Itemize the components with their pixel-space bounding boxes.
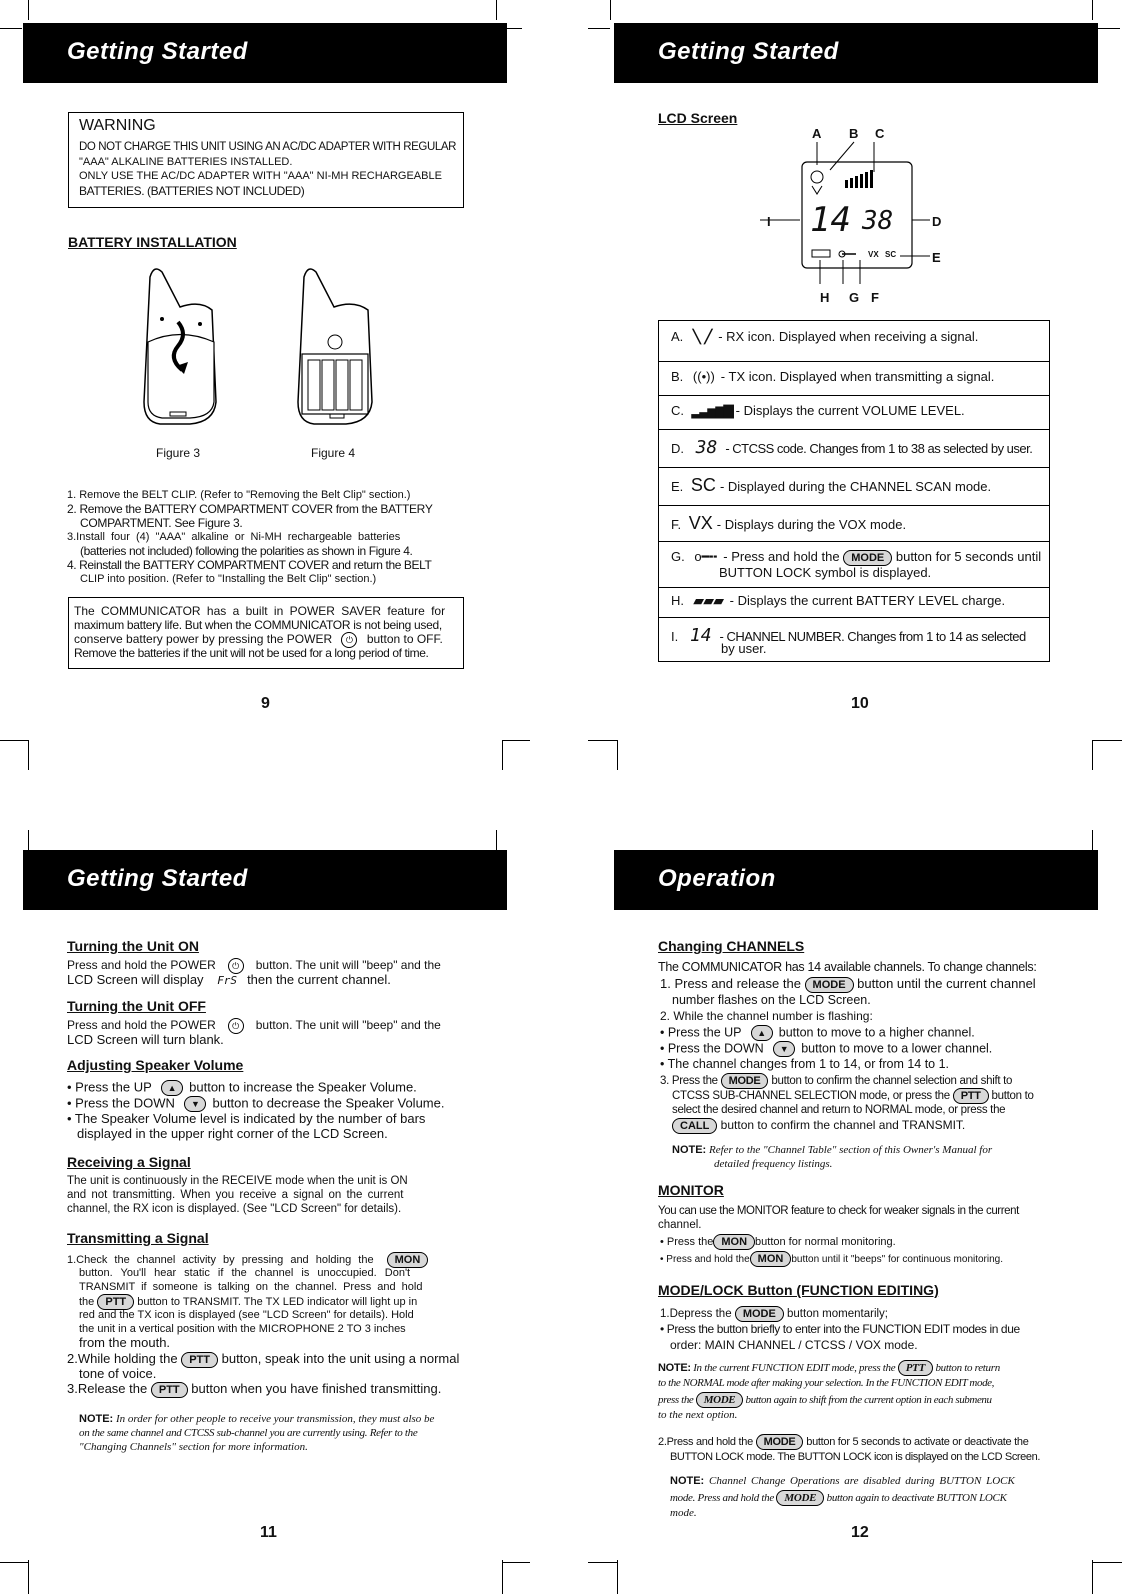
- legend-letter: H.: [671, 593, 684, 608]
- mon-button-label: MON: [713, 1234, 755, 1250]
- ctcss-symbol: 38: [695, 437, 718, 458]
- lcd-letter-c: C: [875, 126, 885, 141]
- lcd-diagram: [760, 120, 950, 310]
- body-text: • Press and hold the: [660, 1254, 750, 1265]
- legend-text: - Displays during the VOX mode.: [716, 517, 907, 532]
- page10-banner: [614, 23, 1098, 83]
- lcd-letter-d: D: [932, 214, 942, 229]
- crop-mark: [588, 1562, 617, 1563]
- battery-icon: ▰▰▰: [693, 593, 724, 608]
- note-label: NOTE:: [658, 1362, 691, 1374]
- ptt-button-label: PTT: [898, 1360, 933, 1376]
- note-text: Channel Change Operations are disabled during BUTTON LOCK: [708, 1475, 1015, 1487]
- legend-letter: C.: [671, 403, 684, 418]
- body-text: You can use the MONITOR feature to check for weaker signals in the current: [658, 1205, 1019, 1217]
- body-text: the: [79, 1296, 95, 1308]
- key-lock-icon: o━╍: [694, 549, 718, 564]
- body-text: from the mouth.: [79, 1335, 171, 1350]
- crop-mark: [588, 28, 610, 29]
- note-text: Refer to the "Channel Table" section of this Owner's Manual for: [708, 1144, 993, 1156]
- power-icon: ⏻: [228, 1018, 244, 1034]
- crop-mark: [1092, 740, 1122, 741]
- step-text: (batteries not included) following the polarities as shown in Figure 4.: [80, 544, 413, 558]
- mode-button-label: MODE: [756, 1434, 804, 1450]
- legend-text: BUTTON LOCK symbol is displayed.: [719, 565, 932, 580]
- legend-letter: G.: [671, 549, 685, 564]
- legend-letter: D.: [671, 441, 684, 456]
- crop-mark: [502, 740, 503, 770]
- adjusting-volume-heading: Adjusting Speaker Volume: [67, 1057, 244, 1073]
- mode-button-label: MODE: [735, 1306, 784, 1322]
- body-text: BUTTON LOCK mode. The BUTTON LOCK icon is displayed on the LCD Screen.: [670, 1451, 1040, 1463]
- channel-symbol: 14: [689, 625, 712, 646]
- body-text: 1.Depress the: [660, 1308, 732, 1320]
- saver-line: Remove the batteries if the unit will not be used for a long period of time.: [74, 646, 429, 660]
- body-text: red and the TX icon is displayed (see "LCD Screen" for details). Hold: [79, 1309, 414, 1321]
- body-text: order: MAIN CHANNEL / CTCSS / VOX mode.: [670, 1338, 918, 1352]
- saver-line: maximum battery life. But when the COMMUNICATOR is not being used,: [74, 618, 442, 632]
- body-text: 2.While holding the: [67, 1351, 178, 1366]
- mode-button-label: MODE: [721, 1073, 769, 1089]
- receiving-heading: Receiving a Signal: [67, 1154, 191, 1170]
- turning-on-heading: Turning the Unit ON: [67, 938, 199, 954]
- saver-line: The COMMUNICATOR has a built in POWER SAVER feature for: [74, 604, 446, 618]
- body-text: LCD Screen will display: [67, 972, 204, 987]
- legend-row: [659, 321, 1049, 362]
- page12-banner: [614, 850, 1098, 910]
- mode-lock-heading: MODE/LOCK Button (FUNCTION EDITING): [658, 1282, 939, 1298]
- body-text: • Press the button briefly to enter into the FUNCTION EDIT modes in due: [660, 1322, 1020, 1336]
- page-number: 12: [851, 1524, 869, 1541]
- legend-letter: F.: [671, 517, 682, 532]
- legend-text: - CTCSS code. Changes from 1 to 38 as selected by user.: [725, 441, 1033, 456]
- lcd-letter-f: F: [871, 290, 879, 305]
- saver-line: conserve battery power by pressing the POWER: [74, 632, 333, 647]
- crop-mark: [1092, 0, 1093, 20]
- body-text: Press and hold the POWER: [67, 1018, 216, 1033]
- body-text: TRANSMIT if someone is talking on the channel. Press and hold: [79, 1281, 423, 1293]
- crop-mark: [617, 1560, 618, 1594]
- lcd-letter-g: G: [849, 290, 860, 305]
- note-text: to the NORMAL mode after making your selection. In the FUNCTION EDIT mode,: [658, 1377, 995, 1389]
- legend-letter: I.: [671, 629, 679, 644]
- body-text: • Press the UP: [67, 1079, 152, 1095]
- lcd-screen-heading: LCD Screen: [658, 110, 738, 126]
- sc-symbol: SC: [690, 475, 716, 495]
- note-text: In the current FUNCTION EDIT mode, press the: [693, 1362, 896, 1374]
- note-text: on the same channel and CTCSS sub-channel you are currently using. Refer to the: [79, 1427, 418, 1439]
- saver-line: button to OFF.: [366, 632, 443, 647]
- body-text: displayed in the upper right corner of the LCD Screen.: [77, 1126, 388, 1141]
- body-text: button to confirm the channel selection and shift to: [771, 1075, 1013, 1087]
- legend-text: - Displayed during the CHANNEL SCAN mode.: [719, 479, 992, 494]
- legend-text: - Displays the current BATTERY LEVEL charge.: [729, 593, 1006, 608]
- body-text: button to decrease the Speaker Volume.: [212, 1095, 445, 1111]
- up-arrow-icon: ▲: [751, 1025, 773, 1041]
- crop-mark: [28, 0, 29, 20]
- legend-row: [659, 361, 1049, 396]
- tx-icon: ((•)): [692, 369, 715, 384]
- page11-title: Getting Started: [67, 865, 248, 892]
- body-text: number flashes on the LCD Screen.: [672, 993, 871, 1007]
- lcd-letter-i: I: [767, 214, 771, 229]
- crop-mark: [1092, 830, 1093, 850]
- body-text: tone of voice.: [79, 1366, 157, 1381]
- crop-mark: [617, 740, 618, 770]
- body-text: button momentarily;: [787, 1308, 889, 1320]
- note-label: NOTE:: [672, 1144, 707, 1156]
- legend-text: - Press and hold the: [723, 549, 840, 564]
- changing-channels-heading: Changing CHANNELS: [658, 938, 805, 954]
- body-text: button, speak into the unit using a normal: [221, 1351, 460, 1366]
- page9-title: Getting Started: [67, 38, 248, 65]
- note-text: press the: [658, 1394, 694, 1406]
- legend-text: by user.: [721, 641, 767, 656]
- rx-icon: ╲ ╱: [692, 329, 713, 344]
- step-text: CLIP into position. (Refer to "Installing the Belt Clip" section.): [80, 573, 377, 585]
- step-text: 4. Reinstall the BATTERY COMPARTMENT COVER and return the BELT: [67, 558, 432, 572]
- legend-row: [659, 541, 1049, 588]
- legend-row: [659, 467, 1049, 506]
- body-text: 2. While the channel number is flashing:: [660, 1009, 873, 1023]
- vx-symbol: VX: [688, 513, 713, 533]
- page9-banner: [23, 23, 507, 83]
- warning-line: "AAA" ALKALINE BATTERIES INSTALLED.: [79, 156, 293, 168]
- battery-installation-heading: BATTERY INSTALLATION: [68, 234, 237, 250]
- warning-line: DO NOT CHARGE THIS UNIT USING AN AC/DC ADAPTER WITH REGULAR: [79, 141, 457, 153]
- warning-line: BATTERIES. (BATTERIES NOT INCLUDED): [79, 184, 305, 198]
- body-text: 3. Press the: [660, 1075, 718, 1087]
- body-text: button when you have finished transmitting.: [191, 1381, 442, 1396]
- step-text: 3.Install four (4) "AAA" alkaline or Ni-MH rechargeable batteries: [67, 531, 401, 543]
- transmitting-heading: Transmitting a Signal: [67, 1230, 209, 1246]
- crop-mark: [0, 740, 28, 741]
- body-text: 3.Release the: [67, 1381, 148, 1396]
- body-text: • Press the DOWN: [67, 1095, 175, 1111]
- mode-button-label: MODE: [696, 1392, 743, 1408]
- body-text: button to move to a lower channel.: [801, 1041, 993, 1056]
- body-text: • Press the DOWN: [660, 1041, 764, 1056]
- power-saver-box: [68, 597, 464, 669]
- body-text: • The channel changes from 1 to 14, or from 14 to 1.: [660, 1057, 950, 1071]
- legend-text: - CHANNEL NUMBER. Changes from 1 to 14 as selected: [719, 629, 1026, 644]
- note-text: to the next option.: [658, 1409, 738, 1421]
- body-text: button. The unit will "beep" and the: [255, 1018, 441, 1033]
- figure3-caption: Figure 3: [156, 446, 201, 460]
- legend-letter: B.: [671, 369, 684, 384]
- warning-line: ONLY USE THE AC/DC ADAPTER WITH "AAA" NI-MH RECHARGEABLE: [79, 170, 442, 182]
- legend-letter: E.: [671, 479, 684, 494]
- up-arrow-icon: ▲: [161, 1080, 183, 1096]
- body-text: button for 5 seconds to activate or deactivate the: [806, 1436, 1029, 1448]
- ptt-button-label: PTT: [151, 1382, 188, 1398]
- body-text: button until the current channel: [857, 976, 1036, 991]
- frs-display: FrS: [217, 974, 238, 987]
- legend-row: [659, 587, 1049, 618]
- step-text: 1. Remove the BELT CLIP. (Refer to "Removing the Belt Clip" section.): [67, 489, 411, 501]
- note-text: button again to deactivate BUTTON LOCK: [826, 1492, 1007, 1504]
- ptt-button-label: PTT: [953, 1088, 989, 1104]
- down-arrow-icon: ▼: [184, 1096, 206, 1112]
- legend-row: [659, 505, 1049, 542]
- note-text: "Changing Channels" section for more information.: [79, 1441, 308, 1453]
- mode-button-label: MODE: [843, 550, 892, 566]
- body-text: channel.: [658, 1219, 702, 1231]
- power-icon: ⏻: [341, 632, 357, 648]
- body-text: LCD Screen will turn blank.: [67, 1032, 224, 1047]
- lcd-letter-a: A: [812, 126, 822, 141]
- crop-mark: [496, 0, 497, 20]
- crop-mark: [502, 1560, 503, 1594]
- body-text: The unit is continuously in the RECEIVE mode when the unit is ON: [67, 1175, 408, 1187]
- lcd-sc-label: SC: [885, 250, 897, 259]
- legend-text: - RX icon. Displayed when receiving a signal.: [718, 329, 979, 344]
- crop-mark: [28, 740, 29, 770]
- warning-title: WARNING: [79, 117, 156, 134]
- body-text: • Press the: [660, 1236, 714, 1248]
- body-text: 1. Press and release the: [660, 976, 801, 991]
- body-text: The COMMUNICATOR has 14 available channels. To change channels:: [658, 960, 1037, 974]
- mode-button-label: MODE: [776, 1490, 824, 1506]
- crop-mark: [28, 830, 29, 850]
- crop-mark: [496, 830, 497, 850]
- mode-button-label: MODE: [805, 977, 854, 993]
- legend-row: [659, 429, 1049, 468]
- crop-mark: [502, 1562, 530, 1563]
- body-text: button. You'll hear static if the channel is unoccupied. Don't: [79, 1267, 411, 1279]
- page-number: 10: [851, 695, 869, 712]
- page11-banner: [23, 850, 507, 910]
- crop-mark: [502, 740, 530, 741]
- lcd-vx-label: VX: [868, 250, 879, 259]
- figure3-illustration: [140, 262, 240, 432]
- body-text: select the desired channel and return to NORMAL mode, or press the: [672, 1104, 1006, 1116]
- step-text: COMPARTMENT. See Figure 3.: [80, 516, 243, 530]
- volume-bars-icon: ▂▃▅▆▇: [691, 403, 732, 418]
- body-text: CTCSS SUB-CHANNEL SELECTION mode, or press the: [672, 1090, 950, 1102]
- mon-button-label: MON: [387, 1252, 429, 1268]
- down-arrow-icon: ▼: [773, 1041, 795, 1057]
- note-text: mode.: [670, 1507, 697, 1519]
- mon-button-label: MON: [750, 1251, 792, 1267]
- lcd-legend-table: [658, 320, 1050, 662]
- page12-title: Operation: [658, 865, 776, 892]
- legend-row: [659, 617, 1049, 661]
- body-text: and not transmitting. When you receive a signal on the current: [67, 1189, 404, 1201]
- crop-mark: [0, 1562, 28, 1563]
- crop-mark: [1098, 28, 1120, 29]
- note-text: mode. Press and hold the: [670, 1492, 774, 1504]
- crop-mark: [1092, 1560, 1093, 1594]
- page-number: 9: [261, 695, 270, 712]
- power-icon: ⏻: [228, 958, 244, 974]
- monitor-heading: MONITOR: [658, 1182, 724, 1198]
- lcd-code-digits: 38: [862, 206, 894, 236]
- note-text: detailed frequency listings.: [714, 1158, 833, 1170]
- figure4-caption: Figure 4: [311, 446, 356, 460]
- crop-mark: [1092, 740, 1093, 770]
- body-text: the unit in a vertical position with the MICROPHONE 2 TO 3 inches: [79, 1323, 406, 1335]
- lcd-letter-b: B: [849, 126, 859, 141]
- lcd-letter-e: E: [932, 250, 941, 265]
- note-text: button to return: [935, 1362, 1000, 1374]
- body-text: button to: [991, 1090, 1034, 1102]
- lcd-letter-h: H: [820, 290, 830, 305]
- note-label: NOTE:: [670, 1475, 705, 1487]
- crop-mark: [0, 28, 22, 29]
- body-text: button to confirm the channel and TRANSMIT.: [720, 1118, 966, 1132]
- ptt-button-label: PTT: [181, 1352, 218, 1368]
- legend-text: - TX icon. Displayed when transmitting a signal.: [720, 369, 995, 384]
- figure4-illustration: [292, 262, 402, 432]
- ptt-button-label: PTT: [97, 1294, 134, 1310]
- crop-mark: [1092, 1562, 1122, 1563]
- page10-title: Getting Started: [658, 38, 839, 65]
- legend-text: button for 5 seconds until: [895, 549, 1042, 564]
- legend-row: [659, 395, 1049, 430]
- turning-off-heading: Turning the Unit OFF: [67, 998, 206, 1014]
- call-button-label: CALL: [672, 1118, 717, 1134]
- body-text: • Press the UP: [660, 1025, 742, 1040]
- warning-box: [68, 112, 464, 208]
- crop-mark: [28, 1560, 29, 1594]
- body-text: 1.Check the channel activity by pressing and holding the: [67, 1254, 374, 1266]
- note-text: button again to shift from the current option in each submenu: [745, 1394, 992, 1406]
- crop-mark: [588, 740, 617, 741]
- body-text: channel, the RX icon is displayed. (See "LCD Screen" for details).: [67, 1203, 402, 1215]
- note-label: NOTE:: [79, 1413, 114, 1425]
- lcd-channel-digits: 14: [810, 200, 851, 240]
- body-text: then the current channel.: [247, 972, 391, 987]
- note-text: In order for other people to receive your transmission, they must also be: [115, 1413, 435, 1425]
- body-text: button for normal monitoring.: [755, 1236, 896, 1248]
- body-text: Press and hold the POWER: [67, 958, 216, 973]
- crop-mark: [610, 0, 611, 20]
- body-text: button to TRANSMIT. The TX LED indicator will light up in: [137, 1296, 418, 1308]
- legend-text: - Displays the current VOLUME LEVEL.: [735, 403, 965, 418]
- body-text: button to increase the Speaker Volume.: [189, 1079, 417, 1095]
- body-text: button until it "beeps" for continuous monitoring.: [791, 1254, 1004, 1265]
- body-text: button. The unit will "beep" and the: [255, 958, 441, 973]
- body-text: button to move to a higher channel.: [778, 1025, 975, 1040]
- page-number: 11: [260, 1524, 277, 1541]
- body-text: • The Speaker Volume level is indicated by the number of bars: [67, 1111, 426, 1126]
- legend-letter: A.: [671, 329, 684, 344]
- step-text: 2. Remove the BATTERY COMPARTMENT COVER from the BATTERY: [67, 502, 433, 516]
- body-text: 2.Press and hold the: [658, 1436, 753, 1448]
